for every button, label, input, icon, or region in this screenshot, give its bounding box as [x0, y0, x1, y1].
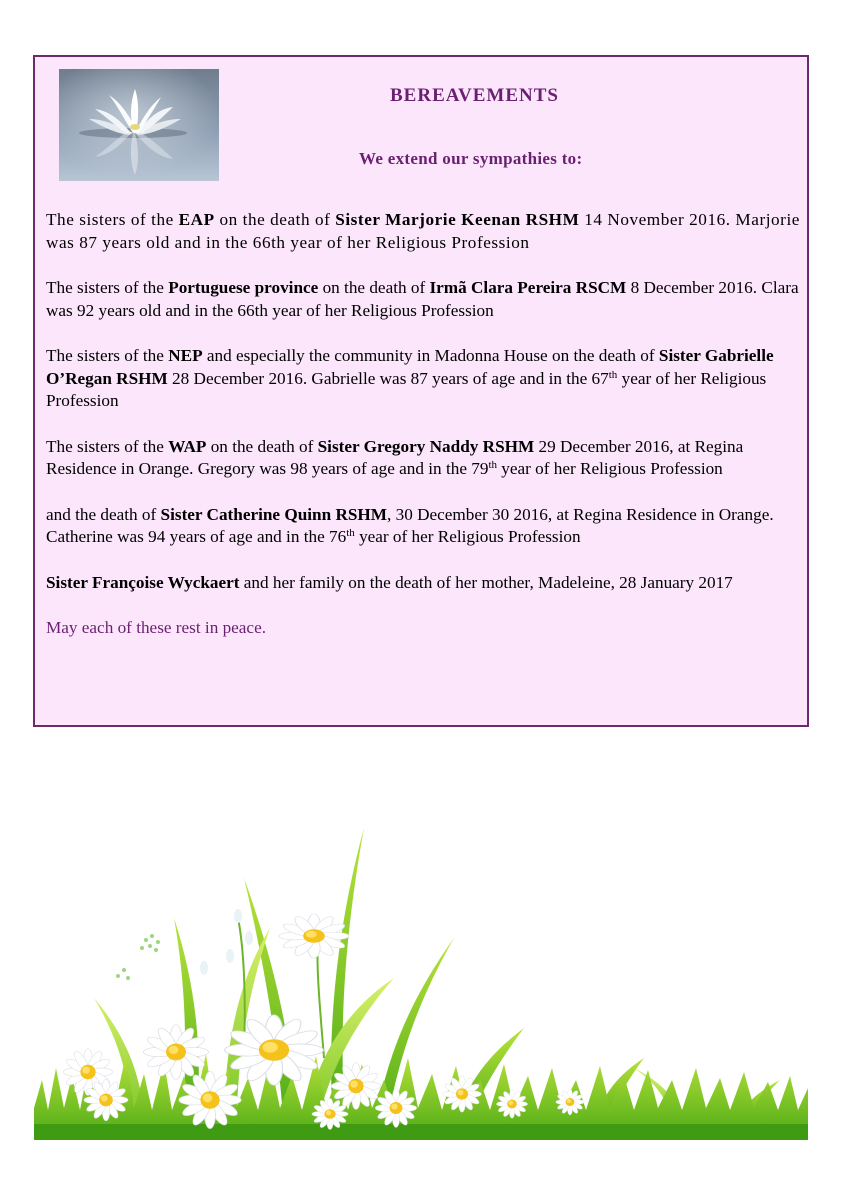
bereavement-entry: and the death of Sister Catherine Quinn RSHM, 30 December 30 2016, at Regina Residence in Orange. Catherine was 94 years of age and in the 76th year of her Religious Profession — [46, 504, 774, 546]
bereavement-entry: Sister Françoise Wyckaert and her family on the death of her mother, Madeleine, 28 January 2017 — [46, 572, 733, 592]
page-subtitle: We extend our sympathies to: — [359, 149, 583, 168]
closing-line: May each of these rest in peace. — [46, 618, 266, 637]
bereavements-panel — [33, 55, 809, 727]
bereavement-list — [46, 209, 802, 640]
bereavement-entry: The sisters of the WAP on the death of Sister Gregory Naddy RSHM 29 December 2016, at Regina Residence in Orange. Gregory was 98 years of age and in the 79th year of her Religious Profession — [46, 436, 744, 478]
bereavement-entry: The sisters of the Portuguese province on the death of Irmã Clara Pereira RSCM 8 December 2016. Clara was 92 years old and in the 66th year of her Religious Profession — [46, 278, 799, 320]
grass-and-daisies-illustration — [34, 818, 808, 1140]
water-lily-photo — [59, 69, 219, 181]
bereavement-entry: The sisters of the EAP on the death of Sister Marjorie Keenan RSHM 14 November 2016. Marjorie was 87 years old and in the 66th year of her Religious Profession — [46, 210, 800, 252]
page-title: BEREAVEMENTS — [390, 85, 559, 106]
bereavement-entry: The sisters of the NEP and especially the community in Madonna House on the death of Sister Gabrielle O’Regan RSHM 28 December 2016. Gabrielle was 87 years of age and in the 67th year of her Religious Profession — [46, 346, 774, 410]
